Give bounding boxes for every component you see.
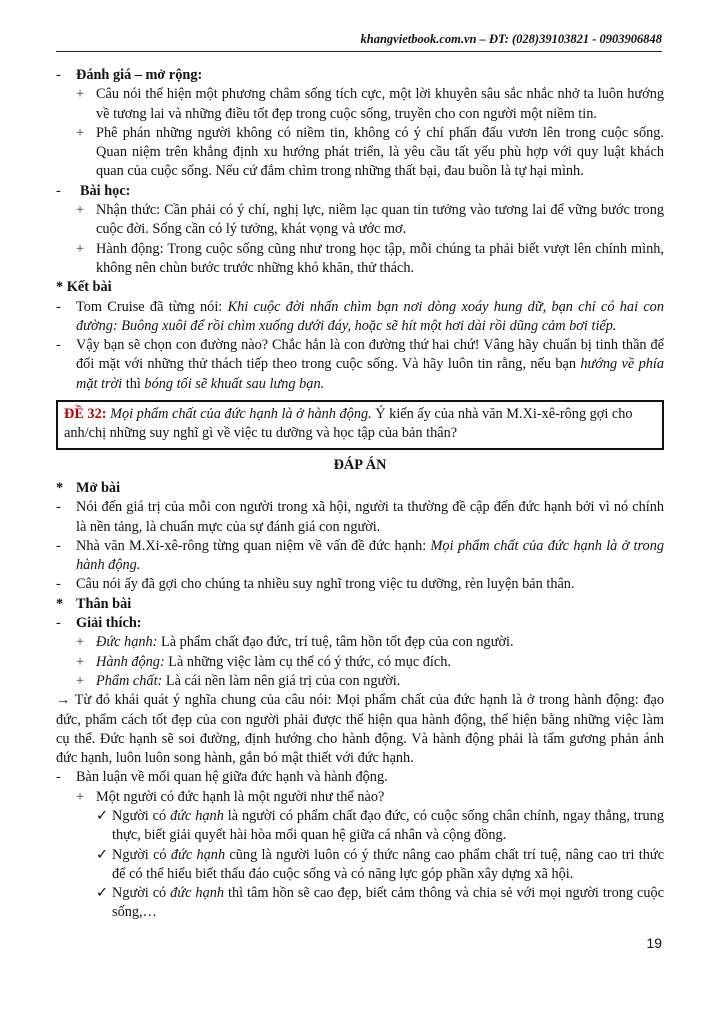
list-item: - Tom Cruise đã từng nói: Khi cuộc đời nhấn chìm bạn nơi dòng xoáy hung dữ, bạn chỉ có hai con đường: Buông xuôi để rồi chìm xuống dưới đáy, hoặc sẽ hít một hơi dài rồi dũng cảm bơi tiếp. (56, 298, 664, 334)
check-icon: ✓ (96, 807, 108, 824)
check-icon: ✓ (96, 885, 108, 902)
list-item: + Hành động: Là những việc làm cụ thể có ý thức, có mục đích. (76, 653, 451, 670)
list-item: ✓ Người có đức hạnh cũng là người luôn có ý thức nâng cao phẩm chất trí tuệ, nâng cao tri thức để có thể hiểu biết thấu đáo cuộc sống và có năng lực góp phần xây dựng xã hội. (96, 846, 664, 882)
list-item: + Phê phán những người không có niềm tin, không có ý chí phấn đấu vươn lên trong cuộc sống. Quan niệm trên khẳng định xu hướng phát triển, là yêu cầu tất yếu phù hợp với quy luật khách quan của cuộc sống. Nếu cứ đắm chìm trong những thất bại, đau buồn là tự hại mình. (76, 124, 664, 180)
header-divider (56, 51, 662, 52)
page-number: 19 (646, 935, 662, 951)
list-item: + Hành động: Trong cuộc sống cũng như trong học tập, mỗi chúng ta phải biết vượt lên chính mình, không nên chùn bước trước những khó khăn, thử thách. (76, 240, 664, 276)
list-item: - Bàn luận về mối quan hệ giữa đức hạnh và hành động. (56, 769, 388, 786)
question-number: ĐỀ 32: (64, 406, 107, 423)
section-title: Thân bài (76, 595, 132, 612)
list-item: → Từ đó khái quát ý nghĩa chung của câu nói: Mọi phẩm chất của đức hạnh là ở trong hành động: đạo đức, phẩm cách tốt đẹp của con người phải được thể hiện qua hành động, thể hiện bằng những việc làm cụ thể. Đức hạnh sẽ soi đường, định hướng cho hành động. Và hành động phải là tấm gương phản ánh đức hạnh, luôn luôn song hành, gắn bó mật thiết với đức hạnh. (56, 692, 664, 767)
section-title: Mở bài (76, 479, 121, 496)
list-item: - Vậy bạn sẽ chọn con đường nào? Chắc hẳn là con đường thứ hai chứ! Vâng hãy chuẩn bị tinh thần để đối mặt với những thử thách tiếp theo trong cuộc sống. Và hãy luôn tin rằng, nếu bạn hướng về phía mặt trời thì bóng tối sẽ khuất sau lưng bạn. (56, 337, 664, 392)
section-ket-bai: * Kết bài (56, 279, 112, 296)
page-header: khangvietbook.com.vn – ĐT: (028)39103821 - 0903906848 (360, 32, 662, 46)
list-item: + Nhận thức: Cần phải có ý chí, nghị lực, niềm lạc quan tin tưởng vào tương lai để vững bước trong cuộc đời. Sống cần có lý tưởng, khát vọng và ước mơ. (76, 202, 664, 238)
section-bai-hoc: - Bài học: (56, 182, 131, 199)
question-quote: Mọi phẩm chất của đức hạnh là ở hành động. (106, 406, 372, 423)
question-text: Ý kiến ấy của nhà văn M.Xi-xê-rông gợi cho anh/chị những suy nghĩ gì về việc tu dưỡng và học tập của bản thân? (64, 406, 633, 442)
arrow-icon: → (56, 692, 71, 709)
list-item: + Phẩm chất: Là cái nền làm nên giá trị của con người. (76, 672, 401, 689)
section-title: Đánh giá – mở rộng: (76, 67, 203, 83)
answer-heading: ĐÁP ÁN (333, 456, 387, 473)
section-than-bai: * Thân bài (56, 595, 132, 612)
list-item: - Câu nói ấy đã gợi cho chúng ta nhiều suy nghĩ trong việc tu dưỡng, rèn luyện bản thân. (56, 576, 575, 593)
list-item: ✓ Người có đức hạnh là người có phẩm chất đạo đức, có cuộc sống chân chính, ngay thẳng, trung thực, biết giải quyết hài hòa mối quan hệ giữa cá nhân và cộng đồng. (96, 807, 664, 844)
list-item: + Câu nói thể hiện một phương châm sống tích cực, một lời khuyên sâu sắc nhắc nhở ta luôn hướng về tương lai và những điều tốt đẹp trong cuộc sống, truyền cho con người một niềm tin. (76, 86, 664, 122)
section-danh-gia: - Đánh giá – mở rộng: (56, 67, 203, 83)
list-item: ✓ Người có đức hạnh thì tâm hồn sẽ cao đẹp, biết cảm thông và chia sẻ với mọi người trong cuộc sống,… (96, 885, 664, 921)
section-title: Bài học: (80, 182, 131, 199)
list-item: + Một người có đức hạnh là một người như thế nào? (76, 788, 385, 805)
list-item: - Nói đến giá trị của mỗi con người trong xã hội, người ta thường đề cập đến đức hạnh bởi vì nó chính là nền tảng, là chuẩn mực của sự đánh giá con người. (56, 499, 664, 535)
section-mo-bai: * Mở bài (56, 479, 121, 496)
page-content (56, 66, 664, 923)
list-item: - Nhà văn M.Xi-xê-rông từng quan niệm về vấn đề đức hạnh: Mọi phẩm chất của đức hạnh là ở trong hành động. (56, 537, 664, 574)
subsection-giai-thich: - Giải thích: (56, 615, 142, 632)
list-item: + Đức hạnh: Là phẩm chất đạo đức, trí tuệ, tâm hồn tốt đẹp của con người. (76, 634, 514, 651)
exam-question-box (56, 400, 664, 450)
check-icon: ✓ (96, 846, 108, 863)
